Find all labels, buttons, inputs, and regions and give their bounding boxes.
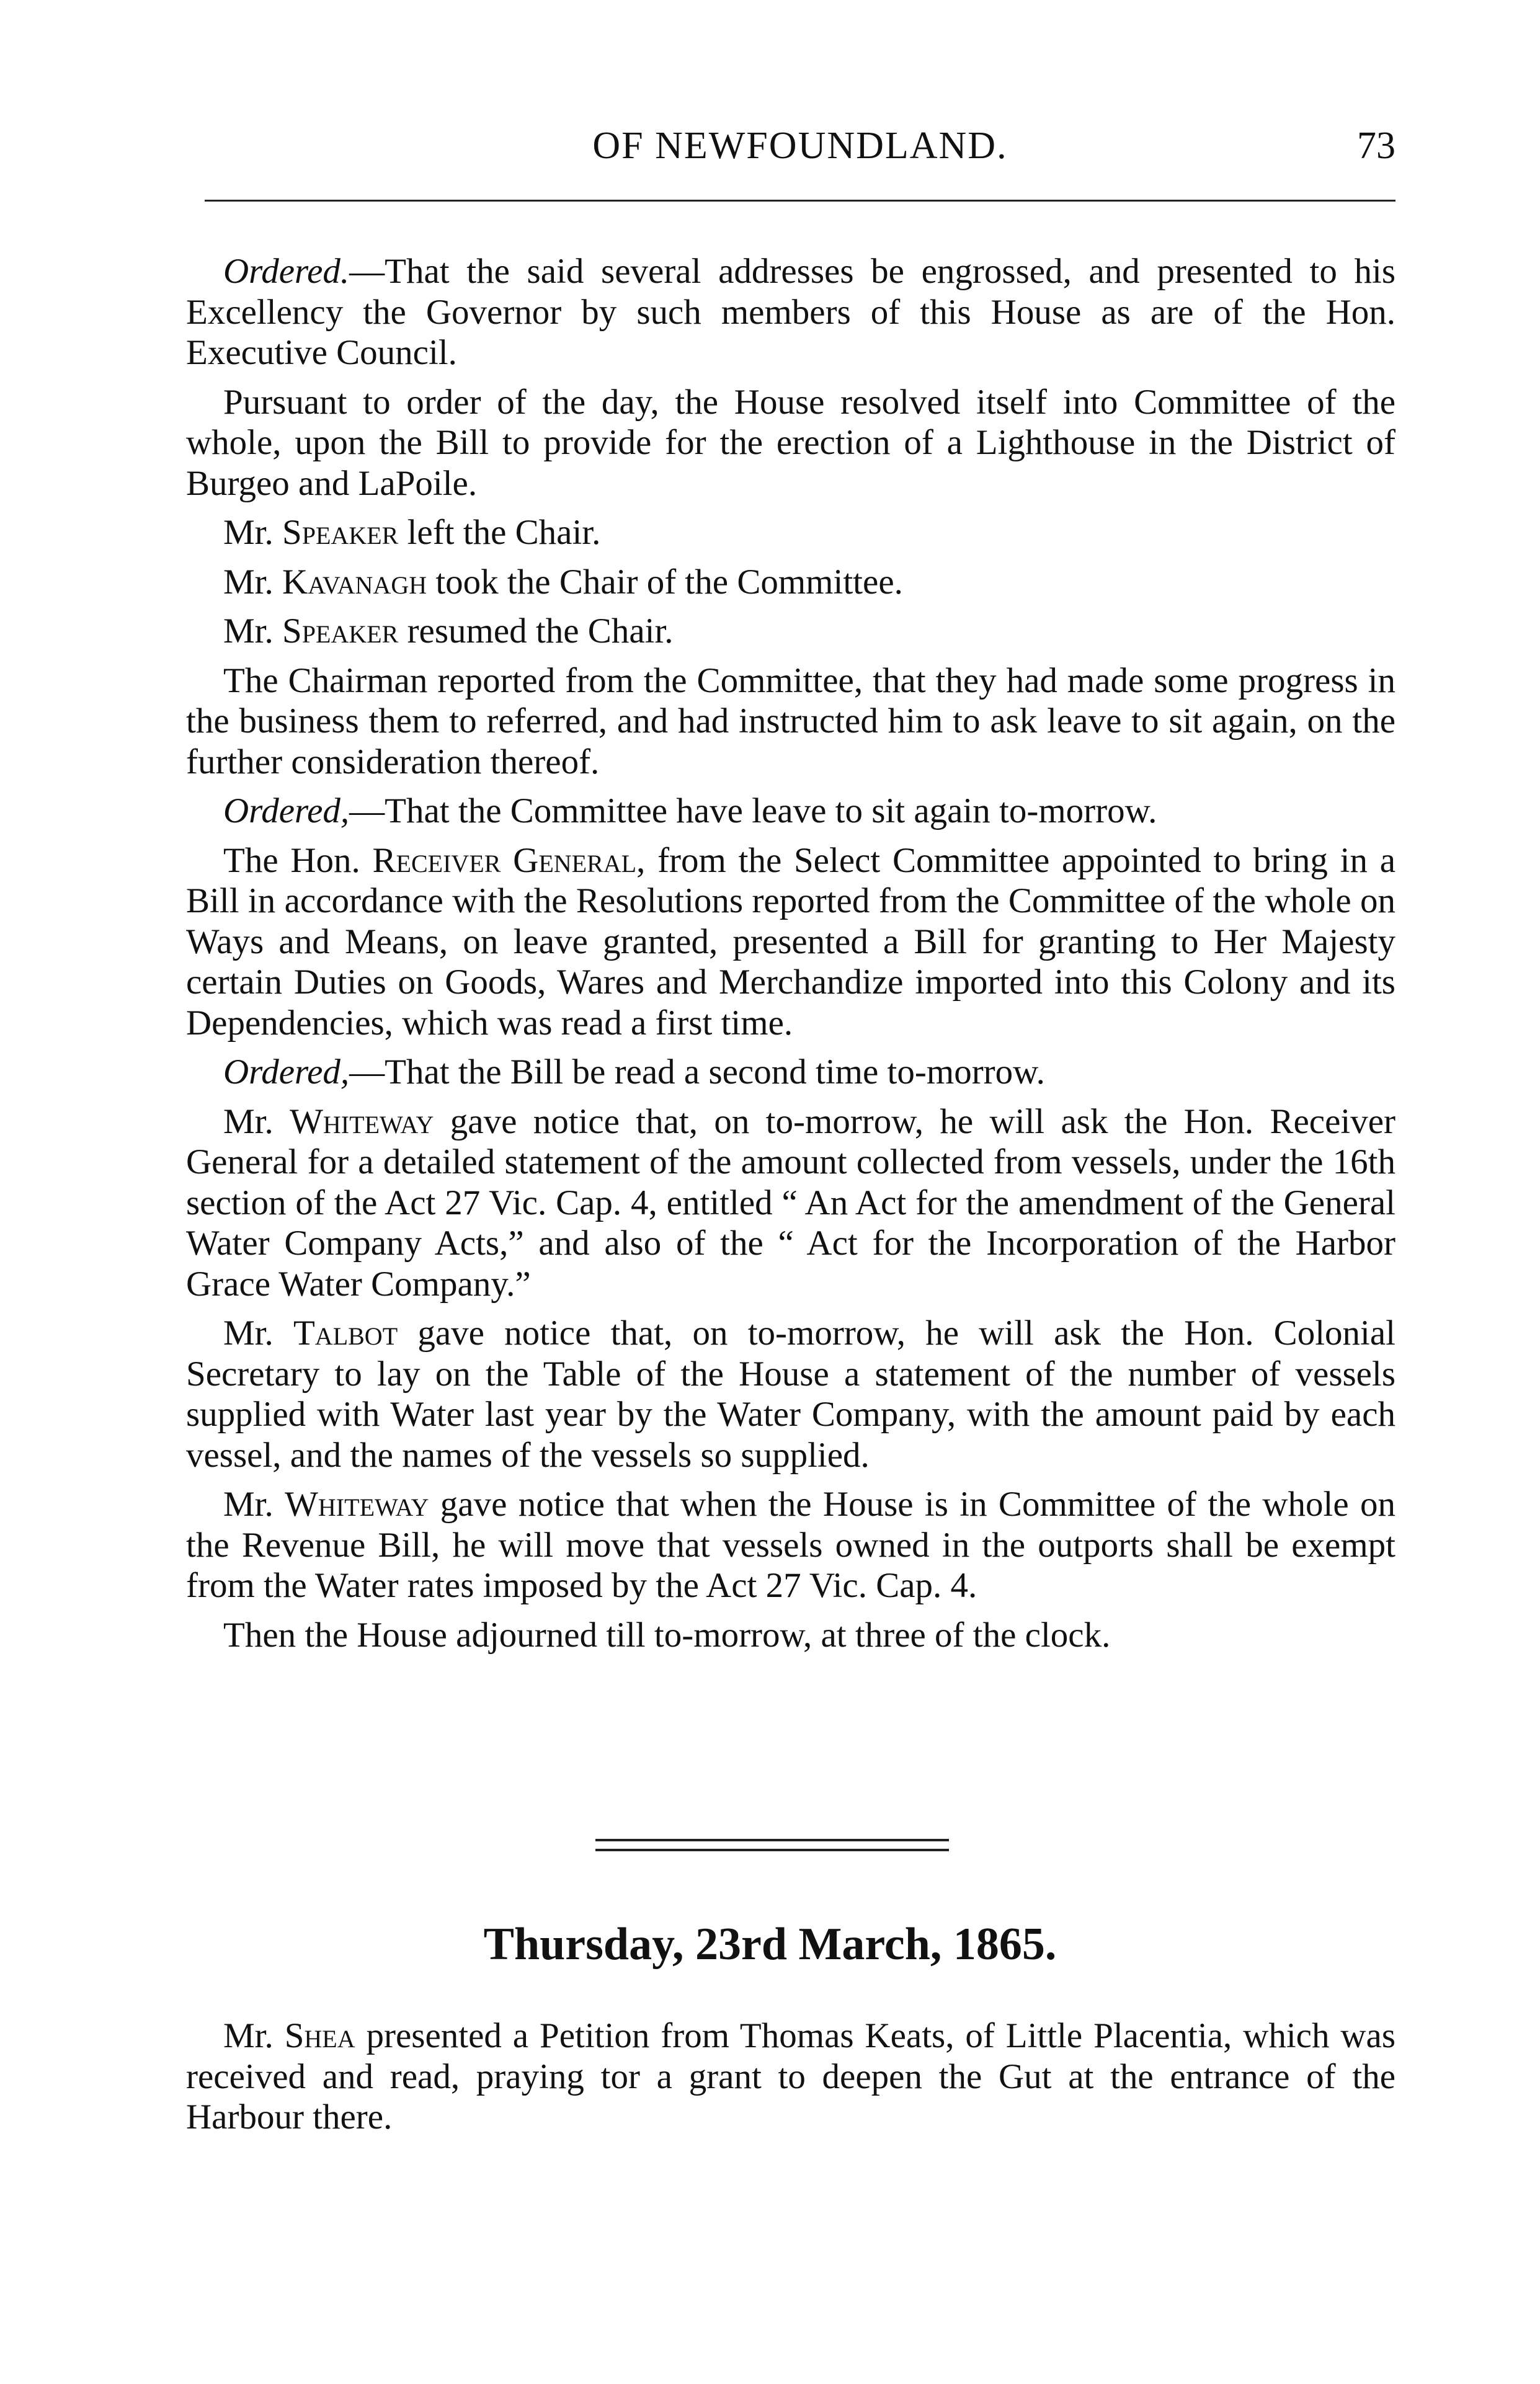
- ordered-label: Ordered,: [223, 1052, 350, 1092]
- paragraph-text: gave notice that, on to-morrow, he will ask the Hon. Receiver General for a detailed statement of the amount collected from vessels, under the 16th section of the Act 27 Vic. Cap. 4, entitled “ An Act for the amendment of the General Water Company Acts,” and also of the “ Act for the Incorporation of the Harbor Grace Water Company.”: [186, 1101, 1396, 1304]
- paragraph-whiteway-notice-2: [186, 1484, 1395, 1606]
- paragraph-text: gave notice that when the House is in Committee of the whole on the Revenue Bill, he will move that vessels owned in the outports shall be exempt from the Water rates imposed by the Act 27 Vic. Cap. 4.: [186, 1485, 1395, 1605]
- journal-entries: [186, 251, 1395, 1655]
- paragraph-text: presented a Petition from Thomas Keats, of Little Placentia, which was received and read, praying tor a grant to deepen the Gut at the entrance of the Harbour there.: [186, 2016, 1396, 2137]
- member-name: Whiteway: [290, 1101, 434, 1141]
- title: Mr.: [223, 1314, 274, 1353]
- paragraph-text: from the Select Committee appointed to bring in a Bill in accordance with the Resolutions reported from the Committee of the whole on Ways and Means, on leave granted, presented a Bill for granting to Her Majesty certain Duties on Goods, Wares and Merchandize imported into this Colony and its Dependencies, which was read a first time.: [186, 840, 1396, 1043]
- date-heading: Thursday, 23rd March, 1865.: [483, 1919, 1057, 1970]
- paragraph-chairman-report: The Chairman reported from the Committee, that they had made some progress in the business them to referred, and had instructed him to ask leave to sit again, on the further consideration thereof.: [186, 660, 1395, 781]
- paragraph-text: left the Chair.: [407, 513, 601, 552]
- title: Mr.: [223, 562, 274, 602]
- paragraph-text: resumed the Chair.: [407, 612, 674, 651]
- member-name: Receiver General,: [372, 840, 646, 880]
- member-name: Whiteway: [285, 1485, 429, 1524]
- ordered-label: Ordered.: [223, 252, 350, 291]
- paragraph-talbot-notice: [186, 1313, 1395, 1475]
- section-divider-bottom: [595, 1849, 949, 1851]
- journal-entries-thursday: [186, 2016, 1395, 2138]
- paragraph-text: gave notice that, on to-morrow, he will ask the Hon. Colonial Secretary to lay on the Table of the House a statement of the number of vessels supplied with Water last year by the Water Company, with the amount paid by each vessel, and the names of the vessels so supplied.: [186, 1314, 1396, 1475]
- running-title: OF NEWFOUNDLAND.: [592, 125, 1008, 167]
- paragraph-ordered-second-reading: [186, 1052, 1395, 1093]
- title: Mr.: [223, 1485, 274, 1524]
- title: Mr.: [223, 612, 274, 651]
- paragraph-ordered-engrossed: [186, 251, 1395, 373]
- paragraph-committee-lighthouse: Pursuant to order of the day, the House resolved itself into Committee of the whole, upon the Bill to provide for the erection of a Lighthouse in the District of Burgeo and LaPoile.: [186, 382, 1395, 503]
- title: The Hon.: [223, 840, 360, 880]
- member-name: Talbot: [293, 1314, 398, 1353]
- title: Mr.: [223, 513, 274, 552]
- paragraph-kavanagh-chair: [186, 562, 1395, 603]
- paragraph-text: —That the Committee have leave to sit again to-morrow.: [349, 791, 1157, 830]
- ordered-label: Ordered,: [223, 791, 350, 830]
- running-head: [205, 118, 1395, 174]
- paragraph-text: —That the said several addresses be engrossed, and presented to his Excellency the Governor by such members of this House as are of the Hon. Executive Council.: [186, 252, 1395, 372]
- member-name: Speaker: [282, 612, 399, 651]
- section-divider-top: [595, 1839, 949, 1841]
- paragraph-whiteway-notice-1: [186, 1101, 1395, 1305]
- paragraph-adjourned: Then the House adjourned till to-morrow, at three of the clock.: [223, 1615, 1111, 1655]
- paragraph-receiver-general-bill: [186, 840, 1395, 1044]
- member-name: Speaker: [282, 513, 399, 552]
- paragraph-speaker-left: [186, 512, 1395, 553]
- title: Mr.: [223, 2016, 274, 2055]
- paragraph-text: —That the Bill be read a second time to-morrow.: [349, 1052, 1045, 1092]
- paragraph-ordered-sit-again: [186, 791, 1395, 832]
- paragraph-speaker-resumed: [186, 611, 1395, 652]
- member-name: Shea: [284, 2016, 355, 2055]
- page-number: 73: [1357, 125, 1395, 167]
- member-name: Kavanagh: [282, 562, 427, 602]
- paragraph-shea-petition: [186, 2016, 1395, 2138]
- header-rule: [205, 200, 1395, 202]
- title: Mr.: [223, 1101, 274, 1141]
- paragraph-text: took the Chair of the Committee.: [435, 562, 903, 602]
